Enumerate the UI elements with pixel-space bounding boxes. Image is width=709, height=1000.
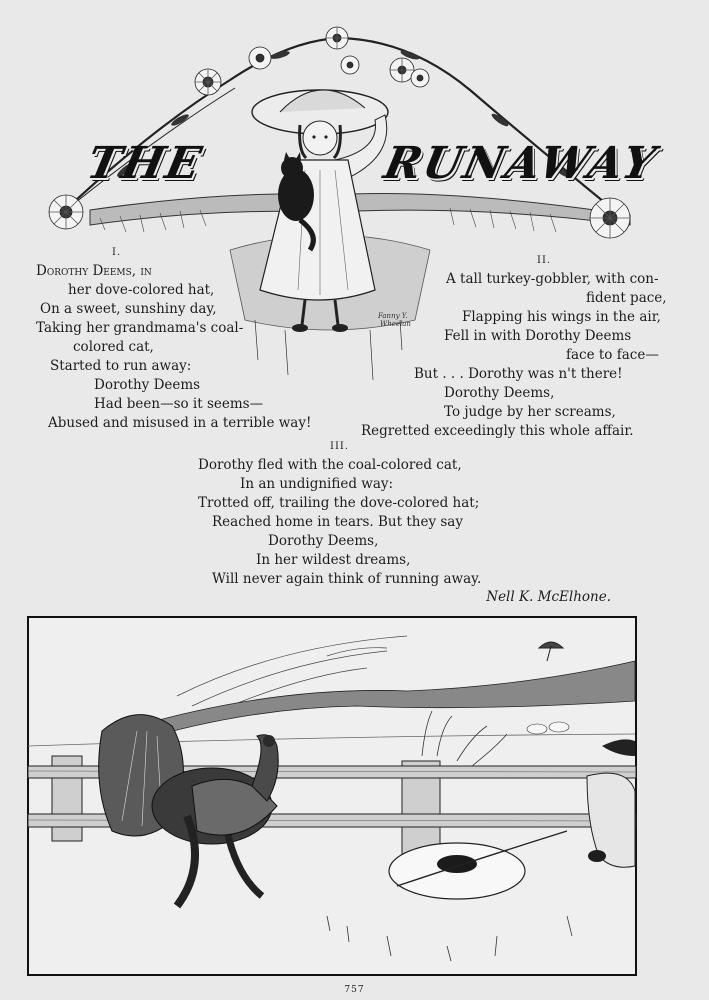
poem-line: Dorothy Deems bbox=[94, 377, 201, 393]
poem-line: Dorothy Deems, in bbox=[36, 263, 152, 279]
poem-line: Taking her grandmama's coal- bbox=[36, 320, 244, 336]
poem-line: Reached home in tears. But they say bbox=[212, 514, 463, 530]
stanza-numeral: III. bbox=[330, 441, 350, 452]
title-word-the: THE bbox=[82, 138, 208, 189]
poem-line: her dove-colored hat, bbox=[68, 282, 215, 298]
poem-line: In an undignified way: bbox=[240, 476, 394, 492]
poem-line: Fell in with Dorothy Deems bbox=[444, 328, 632, 344]
stanza-numeral: I. bbox=[112, 247, 122, 258]
stanza-numeral: II. bbox=[537, 255, 552, 266]
poem-line: In her wildest dreams, bbox=[256, 552, 411, 568]
poem-line: Dorothy fled with the coal-colored cat, bbox=[198, 457, 462, 473]
poem-line: Dorothy Deems, bbox=[268, 533, 379, 549]
turkey-illustration bbox=[27, 616, 637, 976]
poem-line: Abused and misused in a terrible way! bbox=[48, 415, 312, 431]
poem-line: A tall turkey-gobbler, with con- bbox=[446, 271, 659, 287]
poem-line: Dorothy Deems, bbox=[444, 385, 555, 401]
svg-text:Fanny Y.: Fanny Y. bbox=[378, 312, 408, 320]
poem-line: colored cat, bbox=[73, 339, 154, 355]
author-signature: Nell K. McElhone. bbox=[486, 589, 611, 605]
poem-line: face to face— bbox=[566, 347, 659, 363]
poem-line: Will never again think of running away. bbox=[212, 571, 482, 587]
poem-line: But . . . Dorothy was n't there! bbox=[414, 366, 623, 382]
page-number: 757 bbox=[344, 985, 365, 995]
poem-line: fident pace, bbox=[586, 290, 667, 306]
poem-line: On a sweet, sunshiny day, bbox=[40, 301, 217, 317]
poem-line: Regretted exceedingly this whole affair. bbox=[361, 423, 634, 439]
poem-line: Flapping his wings in the air, bbox=[462, 309, 661, 325]
svg-text:Wheelan: Wheelan bbox=[380, 320, 411, 328]
poem-line: Had been—so it seems— bbox=[94, 396, 264, 412]
title-word-runaway: RUNAWAY bbox=[379, 138, 662, 189]
poem-line: To judge by her screams, bbox=[444, 404, 616, 420]
poem-line: Started to run away: bbox=[50, 358, 192, 374]
poem-line: Trotted off, trailing the dove-colored hat; bbox=[198, 495, 480, 511]
